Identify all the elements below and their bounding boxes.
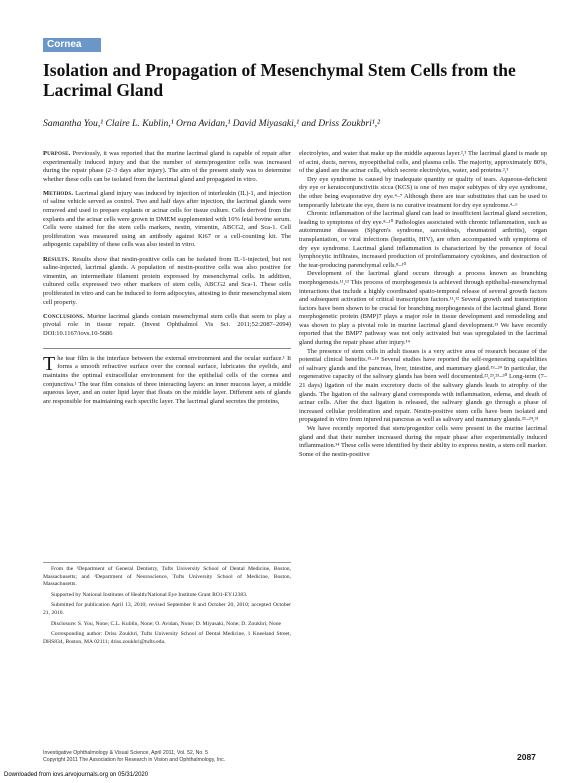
abstract-purpose <box>43 150 291 184</box>
abstract <box>43 150 291 349</box>
abstract-heading: Conclusions. <box>43 312 85 320</box>
footnote-dates: Submitted for publication April 13, 2010; revised September 8 and October 20, 2010; accepted October 21, 2010. <box>43 602 291 616</box>
footnote-correspondence: Corresponding author: Driss Zoukhri, Tufts University School of Dental Medicine, 1 Kneeland Street, DHS834, Boston, MA 02111; driss.zoukhri@tufts.edu. <box>43 631 291 645</box>
intro-text: he tear film is the interface between the external environment and the ocular surface.¹ It forms a smooth refractive surface over the corneal surface, lubricates the eyelids, and maintains the optimal extracellular environment for the epithelial cells of the cornea and conjunctiva.¹ The tear film consists of three interacting layers: an inner mucous layer, a middle aqueous layer, and an outer lipid layer that floats on the middle layer. Different sets of glands are responsible for maintaining each specific layer. The lacrimal gland secretes the proteins, <box>43 354 291 405</box>
abstract-heading: Results. <box>43 255 70 263</box>
abstract-text: Murine lacrimal glands contain mesenchymal stem cells that seem to play a pivotal role in tissue repair. (Invest Ophthalmol Vis Sci. 2011;52:2087–2094) DOI:10.1167/iovs.10-5686 <box>43 312 291 337</box>
abstract-heading: Methods. <box>43 189 74 197</box>
abstract-text: Results show that nestin-positive cells can be isolated from IL-1-injected, but not saline-injected, lacrimal glands. A population of nestin-positive cells was also positive for vimentin, an intermediate filament protein expressed by mesenchymal cells. In addition, cultured cells expressed two other markers of stem cells, ABCG2 and Sca-1. These cells proliferated in vitro and can be induced to form adipocytes, attesting to their mesenchymal stem cell property. <box>43 255 291 306</box>
body-paragraph: Development of the lacrimal gland occurs through a process known as branching morphogenesis.¹¹,¹² This process of morphogenesis is achieved through epithelial-mesenchymal interactions that include a highly coordinated spatio-temporal release of several growth factors and subsequent activation of critical transcription factors.¹¹,¹² Several growth and transcription factors have been shown to be crucial for branching morphogenesis of the lacrimal gland. Bone morphogenetic protein (BMP)7 plays a major role in tissue development and remodeling and was shown to play a pivotal role in murine lacrimal gland development.¹³ We have recently reported that the BMP7 pathway was not only activated but was upregulated in the lacrimal gland during the repair phase after injury.¹⁴ <box>299 270 547 347</box>
footnote-funding: Supported by National Institutes of Health/National Eye Institute Grant RO1-EY12383. <box>51 591 248 598</box>
footnote-affiliations: From the ¹Department of General Dentistry, Tufts University School of Dental Medicine, Boston, Massachusetts; and ²Department of Neuroscience, Tufts University School of Medicine, Boston, Massachusetts. <box>43 566 291 588</box>
footer-journal: Investigative Ophthalmology & Visual Science, April 2011, Vol. 52, No. 5 <box>43 750 209 756</box>
page-footer <box>43 750 225 764</box>
abstract-results <box>43 256 291 308</box>
page-number: 2087 <box>517 752 536 762</box>
body-paragraph: electrolytes, and water that make up the middle aqueous layer.²,³ The lacrimal gland is made up of acini, ducts, nerves, myoepithelial cells, and plasma cells. The majority, approximately 80%, of the gland are the acinar cells, which secrete electrolytes, water, and proteins.²,³ <box>299 150 547 175</box>
abstract-conclusions <box>43 313 291 339</box>
left-column <box>43 150 291 406</box>
body-paragraph: Chronic inflammation of the lacrimal gland can lead to insufficient lacrimal gland secretion, leading to symptoms of dry eye.⁸–¹⁰ Pathologies associated with chronic inflammation, such as autoimmune diseases (Sjögren's syndrome, sarcoidosis, rheumatoid arthritis), organ transplantation, or viral infections (hepatitis, HIV), are often accompanied with symptoms of dry eye syndrome. Lacrimal gland inflammation is characterized by the presence of focal lymphocytic infiltrates, increased production of proinflammatory cytokines, and destruction of the tear-producing parenchymal cells.⁸–¹⁰ <box>299 210 547 269</box>
section-tag: Cornea <box>43 38 101 52</box>
drop-cap: T <box>43 352 56 375</box>
right-column <box>299 150 547 459</box>
intro-paragraph <box>43 352 291 407</box>
abstract-text: Previously, it was reported that the murine lacrimal gland is capable of repair after experimentally induced injury and that the number of stem/progenitor cells was increased during the repair phase (2–3 days after injury). The aim of the present study was to determine whether these cells can be isolated from the lacrimal gland and propagated in vitro. <box>43 150 291 183</box>
body-paragraph: The presence of stem cells in adult tissues is a very active area of research because of the potential clinical benefits.¹⁵–¹⁸ Several studies have reported the self-regenerating capabilities of salivary glands and the pancreas, liver, intestine, and mammary gland.¹⁹–²⁴ In particular, the regenerative capacity of the salivary glands has been well documented.²²,²³,²⁵–³⁰ Long-term (7–21 days) ligation of the main excretory ducts of the salivary glands leads to atrophy of the glands. The ligation of the salivary gland corresponds with inflammation, edema, and death of acinar cells. After the duct ligation is released, the salivary glands go through a phase of increased cellular proliferation and repair. Nestin-positive stem cells have been isolated and propagated in vitro from injured rat pancreas as well as salivary and mammary glands.²³–²⁴,³¹ <box>299 347 547 424</box>
body-paragraph: We have recently reported that stem/progenitor cells were present in the murine lacrimal gland and that their number increased during the repair phase after experimentally induced inflammation.¹⁴ These cells were identified by their ability to express nestin, a stem cell marker. Some of the nestin-positive <box>299 425 547 458</box>
download-notice: Downloaded from iovs.arvojournals.org on 05/31/2020 <box>4 772 149 778</box>
article-title: Isolation and Propagation of Mesenchymal Stem Cells from the Lacrimal Gland <box>43 60 516 100</box>
abstract-methods <box>43 190 291 250</box>
footnote-disclosure: Disclosure: S. You, None; C.L. Kublin, None; O. Avidan, None; D. Miyasaki, None; D. Zoukhri, None <box>51 620 281 627</box>
body-paragraph: Dry eye syndrome is caused by inadequate quantity or quality of tears. Aqueous-deficient dry eye or keratoconjunctivitis sicca (KCS) is one of two major subtypes of dry eye syndrome, the other being evaporative dry eye.⁴–⁷ Although there are tear substitutes that can be used to temporarily lubricate the eye, there is no curative treatment for dry eye syndrome.⁴–⁶ <box>299 175 547 209</box>
abstract-text: Lacrimal gland injury was induced by injection of interleukin (IL)-1, and injection of saline vehicle served as control. Two and half days after injection, the lacrimal glands were removed and used to prepare explants or acinar cells for tissue culture. Cells derived from the explants and the acinar cells were grown in DMEM supplemented with 10% fetal bovine serum. Cells were stained for the stem cells markers, nestin, vimentin, ABCG2, and Sca-1. Cell proliferation was measured using an antibody against Ki67 or a cell-counting kit. The adipogenic capability of these cells was also tested in vitro. <box>43 189 291 249</box>
abstract-heading: Purpose. <box>43 150 71 157</box>
footnotes <box>43 562 291 649</box>
author-list: Samantha You,¹ Claire L. Kublin,¹ Orna Avidan,¹ David Miyasaki,¹ and Driss Zoukbri¹,² <box>43 118 380 129</box>
introduction <box>43 352 291 407</box>
footer-copyright: Copyright 2011 The Association for Research in Vision and Ophthalmology, Inc. <box>43 757 226 763</box>
